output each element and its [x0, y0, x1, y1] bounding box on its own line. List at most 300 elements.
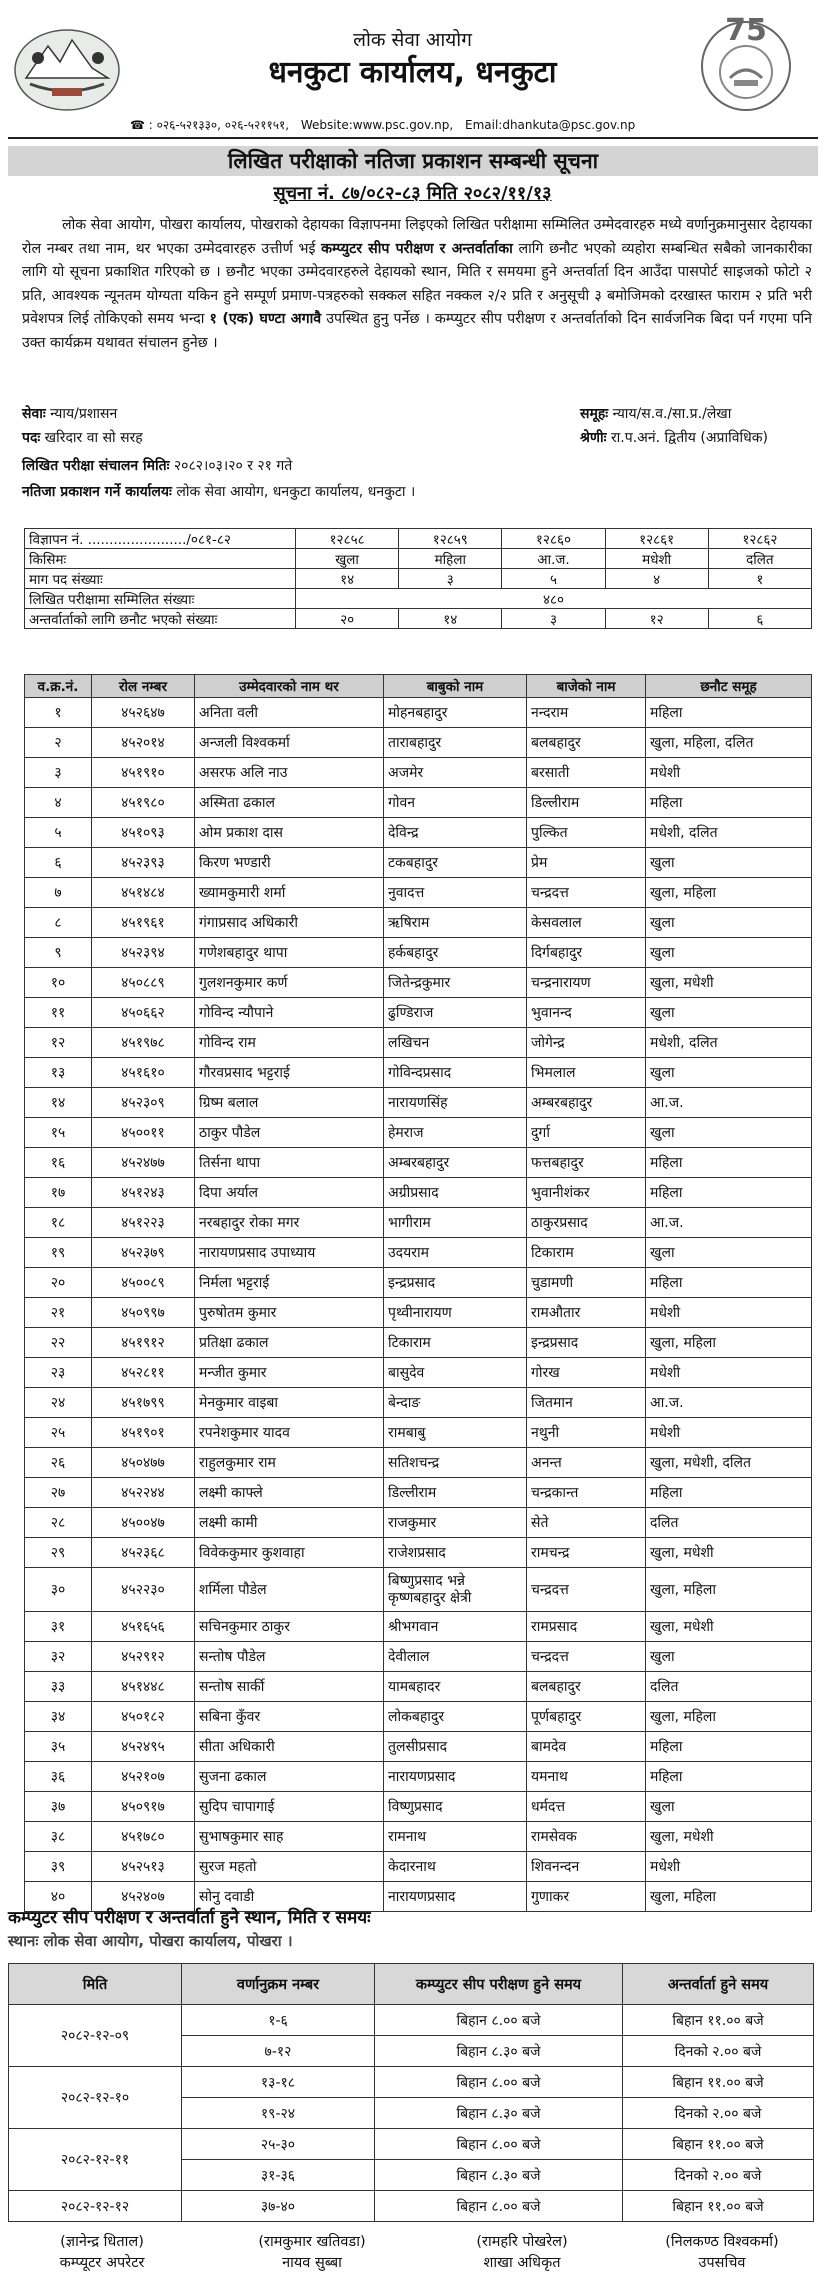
table-cell: सतिशचन्द्र	[384, 1448, 527, 1478]
table-cell: १६	[25, 1148, 92, 1178]
table-cell: बेन्दाङ	[384, 1388, 527, 1418]
table-cell: महिला	[646, 1148, 812, 1178]
table-cell: ३८	[25, 1822, 92, 1852]
table-cell: अम्बरबहादुर	[384, 1148, 527, 1178]
table-cell: सन्तोष सार्की	[195, 1672, 384, 1702]
col-header: मिति	[9, 1964, 182, 2005]
table-row	[25, 1358, 812, 1388]
table-cell: नारायणप्रसाद	[384, 1882, 527, 1912]
demand: ५	[502, 569, 605, 589]
table-row	[25, 1388, 812, 1418]
col-header: उम्मेदवारको नाम थर	[195, 675, 384, 698]
table-row	[25, 1612, 812, 1642]
table-cell: नथुनी	[527, 1418, 646, 1448]
table-cell: भिमलाल	[527, 1058, 646, 1088]
table-cell: ४५००४७	[92, 1508, 195, 1538]
table-cell: ३०	[25, 1568, 92, 1612]
table-cell: पृथ्वीनारायण	[384, 1298, 527, 1328]
table-cell: खुला, मधेशी	[646, 1822, 812, 1852]
table-cell: नरबहादुर रोका मगर	[195, 1208, 384, 1238]
table-cell: बिहान ८.०० बजे	[375, 2067, 623, 2098]
table-cell: ४५००८९	[92, 1268, 195, 1298]
table-cell: मधेशी, दलित	[646, 1028, 812, 1058]
schedule-table	[8, 1963, 814, 2222]
vacancy-summary-table	[24, 528, 812, 629]
table-cell: बिहान ११.०० बजे	[623, 2005, 814, 2036]
table-cell: महिला	[646, 788, 812, 818]
table-cell: ठाकुरप्रसाद	[527, 1208, 646, 1238]
table-cell: भागीराम	[384, 1208, 527, 1238]
table-cell: ४५२३९४	[92, 938, 195, 968]
table-cell: गौरवप्रसाद भट्टराई	[195, 1058, 384, 1088]
table-row	[25, 758, 812, 788]
table-cell: गोरख	[527, 1358, 646, 1388]
schedule-date: २०८२-१२-०९	[9, 2005, 182, 2067]
table-row	[25, 1672, 812, 1702]
table-cell: २६	[25, 1448, 92, 1478]
col-header: व.क्र.नं.	[25, 675, 92, 698]
website-link[interactable]: Website:www.psc.gov.np,	[300, 118, 454, 132]
table-cell: राजेशप्रसाद	[384, 1538, 527, 1568]
table-cell: मधेशी, दलित	[646, 818, 812, 848]
table-cell: ३	[25, 758, 92, 788]
table-row	[9, 2129, 814, 2160]
table-cell: दिनको २.०० बजे	[623, 2098, 814, 2129]
table-cell: प्रतिक्षा ढकाल	[195, 1328, 384, 1358]
table-cell: खुला, महिला	[646, 878, 812, 908]
table-cell: गंगाप्रसाद अधिकारी	[195, 908, 384, 938]
table-cell: ओम प्रकाश दास	[195, 818, 384, 848]
table-cell: देवीलाल	[384, 1642, 527, 1672]
table-cell: ४०	[25, 1882, 92, 1912]
table-cell: अग्रीप्रसाद	[384, 1178, 527, 1208]
schedule-date: २०८२-१२-१०	[9, 2067, 182, 2129]
table-cell: ४५१९६१	[92, 908, 195, 938]
table-row	[25, 1148, 812, 1178]
adv-no: १२८६२	[708, 529, 811, 549]
table-cell: २९	[25, 1538, 92, 1568]
table-cell: ४५१९७८	[92, 1028, 195, 1058]
table-cell: सुदिप चापागाई	[195, 1792, 384, 1822]
table-cell: भुवानीशंकर	[527, 1178, 646, 1208]
table-cell: निर्मला भट्टराई	[195, 1268, 384, 1298]
table-cell: बासुदेव	[384, 1358, 527, 1388]
table-cell: पुल्कित	[527, 818, 646, 848]
table-cell: महिला	[646, 1762, 812, 1792]
table-cell: नारायणप्रसाद	[384, 1762, 527, 1792]
table-cell: चन्द्रकान्त	[527, 1478, 646, 1508]
table-cell: खुला, महिला, दलित	[646, 728, 812, 758]
table-cell: ताराबहादुर	[384, 728, 527, 758]
schedule-date: २०८२-१२-१२	[9, 2191, 182, 2222]
table-cell: मधेशी	[646, 1298, 812, 1328]
table-cell: ९	[25, 938, 92, 968]
table-cell: २१	[25, 1298, 92, 1328]
table-cell: ग्रिष्म बलाल	[195, 1088, 384, 1118]
table-row	[25, 1702, 812, 1732]
table-cell: राजकुमार	[384, 1508, 527, 1538]
table-cell: महिला	[646, 698, 812, 728]
table-cell: गोविन्द न्यौपाने	[195, 998, 384, 1028]
table-row	[25, 1852, 812, 1882]
table-cell: रामबाबु	[384, 1418, 527, 1448]
office-name: धनकुटा कार्यालय, धनकुटा	[268, 55, 557, 90]
schedule-title: कम्प्युटर सीप परीक्षण र अन्तर्वार्ता हुने स्थान, मिति र समयः	[8, 1908, 371, 1928]
email-link[interactable]: Email:dhankuta@psc.gov.np	[465, 118, 636, 132]
table-row	[25, 1028, 812, 1058]
table-cell: शर्मिला पौडेल	[195, 1568, 384, 1612]
contact-line	[130, 116, 690, 133]
table-cell: डिल्लीराम	[384, 1478, 527, 1508]
table-row	[25, 1822, 812, 1852]
table-cell: ४५०८८९	[92, 968, 195, 998]
table-cell: खुला	[646, 998, 812, 1028]
table-cell: ३६	[25, 1762, 92, 1792]
table-cell: ३४	[25, 1702, 92, 1732]
table-row	[25, 1088, 812, 1118]
signature-2: (रामकुमार खतिवडा) नायव सुब्बा	[258, 2234, 366, 2271]
type: खुला	[296, 549, 399, 569]
adv-no: १२८६१	[605, 529, 708, 549]
table-cell: १९-२४	[182, 2098, 375, 2129]
demand: १	[708, 569, 811, 589]
type: मधेशी	[605, 549, 708, 569]
table-cell: १९	[25, 1238, 92, 1268]
table-cell: धर्मदत्त	[527, 1792, 646, 1822]
table-cell: १०	[25, 968, 92, 998]
table-cell: अम्बरबहादुर	[527, 1088, 646, 1118]
table-row	[25, 1268, 812, 1298]
table-cell: लोकबहादुर	[384, 1702, 527, 1732]
table-cell: ४५२२४४	[92, 1478, 195, 1508]
table-cell: खुला, मधेशी, दलित	[646, 1448, 812, 1478]
table-cell: ५	[25, 818, 92, 848]
header-divider	[8, 137, 818, 139]
table-row	[25, 1238, 812, 1268]
table-cell: यमनाथ	[527, 1762, 646, 1792]
table-cell: विवेककुमार कुशवाहा	[195, 1538, 384, 1568]
table-cell: ४५२१०७	[92, 1762, 195, 1792]
attended-label: लिखित परीक्षामा सम्मिलित संख्याः	[25, 589, 296, 609]
schedule-date: २०८२-१२-११	[9, 2129, 182, 2191]
table-cell: सुजना ढकाल	[195, 1762, 384, 1792]
table-cell: ४५२२३०	[92, 1568, 195, 1612]
table-row	[25, 1178, 812, 1208]
table-cell: ४५१९८०	[92, 788, 195, 818]
service-line: सेवाः न्याय/प्रशासन	[22, 406, 118, 422]
table-cell: मेनकुमार वाइबा	[195, 1388, 384, 1418]
table-cell: हेमराज	[384, 1118, 527, 1148]
table-cell: खुला	[646, 1238, 812, 1268]
table-cell: खुला	[646, 908, 812, 938]
col-header: बाबुको नाम	[384, 675, 527, 698]
table-cell: ४५१९१०	[92, 758, 195, 788]
table-row	[25, 1328, 812, 1358]
table-cell: २४	[25, 1388, 92, 1418]
table-cell: दलित	[646, 1672, 812, 1702]
col-header: बाजेको नाम	[527, 675, 646, 698]
selected-label: अन्तर्वार्ताको लागि छनौट भएको संख्याः	[25, 609, 296, 629]
table-cell: बिष्णुप्रसाद भन्ने कृष्णबहादुर क्षेत्री	[384, 1568, 527, 1612]
notice-paragraph: लोक सेवा आयोग, पोखरा कार्यालय, पोखराको देहायका विज्ञापनमा लिइएको लिखित परीक्षामा सम्मिलित उम्मेदवारहरु मध्ये वर्णानुक्रमानुसार देहायका रोल नम्बर तथा नाम, थर भएका उम्मेदवारहरु उत्तीर्ण भई कम्प्युटर सीप परीक्षण र अन्तर्वार्ताका लागि छनौट भएको व्यहोरा सम्बन्धित सबैको जानकारीका लागि यो सूचना प्रकाशित गरिएको छ । छनौट भएका उम्मेदवारहरुले देहायको स्थान, मिति र समयमा हुने अन्तर्वार्ता दिन आउँदा पासपोर्ट साइजको फोटो २ प्रति, आवश्यक न्यूनतम योग्यता यकिन हुने सम्पूर्ण प्रमाण-पत्रहरुको सक्कल सहित नक्कल २/२ प्रति र अनुसूची ३ बमोजिमको दरखास्त फाराम २ प्रति भरी प्रवेशपत्र लिई तोकिएको समय भन्दा १ (एक) घण्टा अगावै उपस्थित हुनु पर्नेछ । कम्प्युटर सीप परीक्षण र अन्तर्वार्ताको दिन सार्वजनिक बिदा पर्न गएमा पनि उक्त कार्यक्रम यथावत संचालन हुनेछ ।	[22, 217, 813, 351]
table-cell: बिहान ८.०० बजे	[375, 2129, 623, 2160]
table-cell: बिहान ११.०० बजे	[623, 2067, 814, 2098]
level-line: श्रेणीः रा.प.अनं. द्वितीय (अप्राविधिक)	[580, 430, 768, 446]
table-cell: टकबहादुर	[384, 848, 527, 878]
table-row	[25, 1762, 812, 1792]
candidate-table	[24, 674, 812, 1912]
table-cell: ४५०९१७	[92, 1792, 195, 1822]
table-cell: खुला	[646, 1118, 812, 1148]
table-cell: ढुण्डिराज	[384, 998, 527, 1028]
table-cell: २२	[25, 1328, 92, 1358]
table-cell: आ.ज.	[646, 1088, 812, 1118]
table-cell: सबिना कुँवर	[195, 1702, 384, 1732]
table-row	[25, 698, 812, 728]
table-cell: अजमेर	[384, 758, 527, 788]
table-cell: जितमान	[527, 1388, 646, 1418]
table-cell: रपनेशकुमार यादव	[195, 1418, 384, 1448]
table-cell: सन्तोष पौडेल	[195, 1642, 384, 1672]
table-cell: दिनको २.०० बजे	[623, 2036, 814, 2067]
table-cell: १-६	[182, 2005, 375, 2036]
table-row	[25, 818, 812, 848]
table-cell: बलबहादुर	[527, 728, 646, 758]
table-cell: बिहान ११.०० बजे	[623, 2191, 814, 2222]
table-cell: नुवादत्त	[384, 878, 527, 908]
table-cell: सेते	[527, 1508, 646, 1538]
table-row	[25, 1642, 812, 1672]
table-row	[9, 2005, 814, 2036]
table-cell: लक्ष्मी कामी	[195, 1508, 384, 1538]
table-cell: देविन्द्र	[384, 818, 527, 848]
table-cell: २०	[25, 1268, 92, 1298]
signature-1: (ज्ञानेन्द्र धिताल) कम्प्यूटर अपरेटर	[59, 2234, 145, 2271]
table-cell: गणेशबहादुर थापा	[195, 938, 384, 968]
table-row	[25, 1298, 812, 1328]
table-cell: ७	[25, 878, 92, 908]
table-cell: ४५१२२३	[92, 1208, 195, 1238]
table-cell: २	[25, 728, 92, 758]
table-row	[25, 1448, 812, 1478]
phone-text: ☎ : ०२६-५२१३३०, ०२६-५२११५१,	[130, 118, 290, 132]
table-cell: चन्द्रदत्त	[527, 1568, 646, 1612]
table-cell: खुला, मधेशी	[646, 1538, 812, 1568]
table-cell: १३-१८	[182, 2067, 375, 2098]
table-cell: ७-१२	[182, 2036, 375, 2067]
table-cell: ४५१६५६	[92, 1612, 195, 1642]
table-cell: ३३	[25, 1672, 92, 1702]
table-row	[25, 968, 812, 998]
table-cell: रामप्रसाद	[527, 1612, 646, 1642]
table-cell: आ.ज.	[646, 1208, 812, 1238]
demand-label: माग पद संख्याः	[25, 569, 296, 589]
table-cell: खुला	[646, 938, 812, 968]
table-row	[25, 728, 812, 758]
table-cell: सोनु दवाडी	[195, 1882, 384, 1912]
table-cell: जितेन्द्रकुमार	[384, 968, 527, 998]
table-cell: दिर्गबहादुर	[527, 938, 646, 968]
table-cell: ४५२४७७	[92, 1148, 195, 1178]
table-cell: खुला, मधेशी	[646, 968, 812, 998]
table-cell: ४५०९९७	[92, 1298, 195, 1328]
table-cell: बिहान ८.३० बजे	[375, 2160, 623, 2191]
table-cell: बिहान ८.३० बजे	[375, 2098, 623, 2129]
table-cell: नन्दराम	[527, 698, 646, 728]
table-cell: मधेशी	[646, 758, 812, 788]
table-cell: सचिनकुमार ठाकुर	[195, 1612, 384, 1642]
table-cell: आ.ज.	[646, 1388, 812, 1418]
table-cell: प्रेम	[527, 848, 646, 878]
table-cell: ४५०६६२	[92, 998, 195, 1028]
table-cell: लखिचन	[384, 1028, 527, 1058]
table-cell: हर्कबहादुर	[384, 938, 527, 968]
table-row	[9, 2191, 814, 2222]
table-cell: बामदेव	[527, 1732, 646, 1762]
demand: ४	[605, 569, 708, 589]
table-row	[25, 1568, 812, 1612]
col-header: रोल नम्बर	[92, 675, 195, 698]
table-cell: खुला, महिला	[646, 1568, 812, 1612]
table-cell: ४५२३७९	[92, 1238, 195, 1268]
table-cell: इन्द्रप्रसाद	[384, 1268, 527, 1298]
type: महिला	[399, 549, 502, 569]
table-cell: २५	[25, 1418, 92, 1448]
table-row	[25, 1792, 812, 1822]
adv-no: १२८५८	[296, 529, 399, 549]
table-cell: ४५२६४७	[92, 698, 195, 728]
table-row	[9, 2067, 814, 2098]
table-cell: गुणाकर	[527, 1882, 646, 1912]
table-cell: दुर्गा	[527, 1118, 646, 1148]
table-cell: विष्णुप्रसाद	[384, 1792, 527, 1822]
table-cell: बलबहादुर	[527, 1672, 646, 1702]
table-cell: श्रीभगवान	[384, 1612, 527, 1642]
table-cell: केसवलाल	[527, 908, 646, 938]
col-header: कम्प्युटर सीप परीक्षण हुने समय	[375, 1964, 623, 2005]
table-cell: दिपा अर्याल	[195, 1178, 384, 1208]
table-row	[25, 1118, 812, 1148]
adv-no: १२८६०	[502, 529, 605, 549]
result-office-line: नतिजा प्रकाशन गर्ने कार्यालयः लोक सेवा आयोग, धनकुटा कार्यालय, धनकुटा ।	[22, 484, 416, 500]
table-cell: १७	[25, 1178, 92, 1208]
table-cell: ४५०४७७	[92, 1448, 195, 1478]
table-cell: ४५१४८४	[92, 878, 195, 908]
adv-label: विज्ञापन नं. ......................./०८१-८२	[25, 529, 296, 549]
table-cell: रामसेवक	[527, 1822, 646, 1852]
table-cell: २३	[25, 1358, 92, 1388]
table-cell: ३९	[25, 1852, 92, 1882]
table-cell: बरसाती	[527, 758, 646, 788]
table-cell: नारायणसिंह	[384, 1088, 527, 1118]
col-header: वर्णानुक्रम नम्बर	[182, 1964, 375, 2005]
table-cell: मधेशी	[646, 1852, 812, 1882]
table-cell: जोगेन्द्र	[527, 1028, 646, 1058]
table-cell: ३५	[25, 1732, 92, 1762]
table-cell: पूर्णबहादुर	[527, 1702, 646, 1732]
table-cell: रामऔतार	[527, 1298, 646, 1328]
selected: ३	[502, 609, 605, 629]
schedule-place: स्थानः लोक सेवा आयोग, पोखरा कार्यालय, पोखरा ।	[8, 1932, 293, 1950]
table-cell: खुला, मधेशी	[646, 1612, 812, 1642]
type: आ.ज.	[502, 549, 605, 569]
table-cell: लक्ष्मी काफ्ले	[195, 1478, 384, 1508]
table-cell: शिवनन्दन	[527, 1852, 646, 1882]
table-cell: ३१-३६	[182, 2160, 375, 2191]
table-cell: ऋषिराम	[384, 908, 527, 938]
table-cell: ६	[25, 848, 92, 878]
table-cell: रामनाथ	[384, 1822, 527, 1852]
table-row	[25, 998, 812, 1028]
table-cell: ४५२३०९	[92, 1088, 195, 1118]
table-cell: दिनको २.०० बजे	[623, 2160, 814, 2191]
table-cell: २८	[25, 1508, 92, 1538]
table-cell: ४५१०९३	[92, 818, 195, 848]
table-cell: खुला, महिला	[646, 1882, 812, 1912]
table-cell: भुवानन्द	[527, 998, 646, 1028]
table-row	[25, 1508, 812, 1538]
table-cell: चुडामणी	[527, 1268, 646, 1298]
table-cell: गोविन्दप्रसाद	[384, 1058, 527, 1088]
table-cell: चन्द्रनारायण	[527, 968, 646, 998]
table-cell: २५-३०	[182, 2129, 375, 2160]
table-cell: १३	[25, 1058, 92, 1088]
table-cell: ३७-४०	[182, 2191, 375, 2222]
table-cell: ४५०१८२	[92, 1702, 195, 1732]
table-cell: अनिता वली	[195, 698, 384, 728]
table-cell: टिकाराम	[527, 1238, 646, 1268]
table-cell: १८	[25, 1208, 92, 1238]
demand: ३	[399, 569, 502, 589]
table-cell: ४५२३९३	[92, 848, 195, 878]
table-cell: १	[25, 698, 92, 728]
table-cell: खुला, महिला	[646, 1328, 812, 1358]
table-cell: ३२	[25, 1642, 92, 1672]
org-name: लोक सेवा आयोग	[353, 29, 472, 51]
table-cell: अन्जली विश्वकर्मा	[195, 728, 384, 758]
table-cell: केदारनाथ	[384, 1852, 527, 1882]
col-header: छनौट समूह	[646, 675, 812, 698]
table-cell: खुला	[646, 1792, 812, 1822]
table-cell: महिला	[646, 1178, 812, 1208]
table-cell: गोवन	[384, 788, 527, 818]
adv-no: १२८५९	[399, 529, 502, 549]
table-cell: खुला	[646, 1642, 812, 1672]
selected: १२	[605, 609, 708, 629]
table-cell: चन्द्रदत्त	[527, 878, 646, 908]
selected: १४	[399, 609, 502, 629]
table-cell: ४५१४४८	[92, 1672, 195, 1702]
table-cell: १४	[25, 1088, 92, 1118]
table-row	[25, 1732, 812, 1762]
table-cell: सुभाषकुमार साह	[195, 1822, 384, 1852]
table-cell: ४५२४०७	[92, 1882, 195, 1912]
table-cell: ४५२३६८	[92, 1538, 195, 1568]
table-cell: असरफ अलि नाउ	[195, 758, 384, 788]
post-line: पदः खरिदार वा सो सरह	[22, 430, 143, 446]
table-cell: १२	[25, 1028, 92, 1058]
group-line: समूहः न्याय/स.व./सा.प्र./लेखा	[580, 406, 732, 422]
table-cell: ४५२५१३	[92, 1852, 195, 1882]
table-cell: उदयराम	[384, 1238, 527, 1268]
table-row	[25, 1418, 812, 1448]
table-cell: सीता अधिकारी	[195, 1732, 384, 1762]
table-cell: ४५१७९९	[92, 1388, 195, 1418]
table-cell: राहुलकुमार राम	[195, 1448, 384, 1478]
svg-text:75: 75	[725, 13, 767, 48]
table-cell: ४५१९०१	[92, 1418, 195, 1448]
table-cell: ४५१६१०	[92, 1058, 195, 1088]
